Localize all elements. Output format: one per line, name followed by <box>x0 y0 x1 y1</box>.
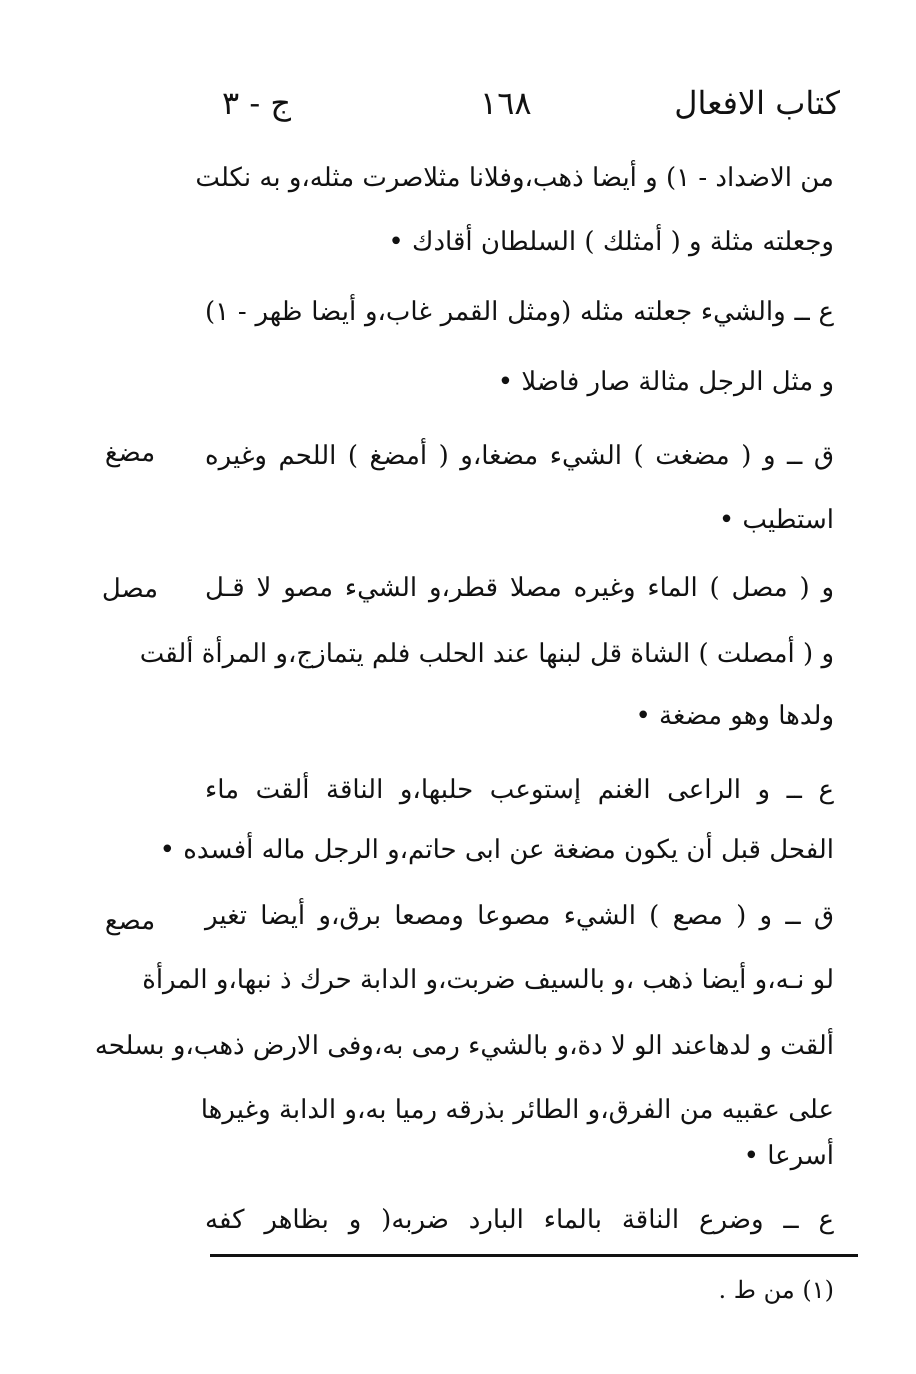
text-line-entry-qaf: ق ــ و ( مضغت ) الشيء مضغا،و ( أمضغ ) اللحم وغيره <box>205 441 834 471</box>
text-line: ألقت و لدهاعند الو لا دة،و بالشيء رمى به،وفى الارض ذهب،و بسلحه <box>94 1031 834 1061</box>
volume-label: ج - ٣ <box>222 84 291 122</box>
book-title: كتاب الافعال <box>674 84 840 122</box>
text-line: لو نـه،و أيضا ذهب ،و بالسيف ضربت،و الدابة حرك ذ نبها،و المرأة <box>142 965 834 995</box>
margin-headword-masala: مصل <box>101 574 159 604</box>
footnote: (١) من ط . <box>718 1276 834 1304</box>
text-line: على عقبيه من الفرق،و الطائر بذرقه رميا به،و الدابة وغيرها <box>200 1095 834 1125</box>
text-line-entry-ayn: ع ــ و الراعى الغنم إستوعب حلبها،و الناقة ألقت ماء <box>205 775 834 805</box>
text-line-entry-ayn: ع ــ والشيء جعلته مثله (ومثل القمر غاب،و أيضا ظهر - ١) <box>205 297 834 327</box>
text-line: استطيب • <box>718 505 834 535</box>
page-header <box>210 84 840 140</box>
text-line: من الاضداد - ١) و أيضا ذهب،وفلانا مثلاصرت مثله،و به نكلت <box>195 163 834 193</box>
text-line: و ( أمصلت ) الشاة قل لبنها عند الحلب فلم يتمازج،و المرأة ألقت <box>139 639 834 669</box>
margin-headword-masaa: مصع <box>104 906 156 936</box>
text-line-entry-ayn: ع ــ وضرع الناقة بالماء البارد ضربه( و بظاهر كفه <box>205 1205 834 1235</box>
text-line: و ( مصل ) الماء وغيره مصلا قطر،و الشيء مصو لا قـل <box>205 573 834 603</box>
text-line-entry-qaf: ق ــ و ( مصع ) الشيء مصوعا ومصعا برق،و أيضا تغير <box>205 901 834 931</box>
text-line: و مثل الرجل مثالة صار فاضلا • <box>497 367 834 397</box>
text-line: وجعلته مثلة و ( أمثلك ) السلطان أقادك • <box>388 227 834 257</box>
text-line: أسرعا • <box>743 1141 834 1171</box>
text-line: ولدها وهو مضغة • <box>635 701 834 731</box>
footnote-divider <box>210 1254 858 1257</box>
margin-headword-madagha: مضغ <box>104 438 156 468</box>
text-line: الفحل قبل أن يكون مضغة عن ابى حاتم،و الرجل ماله أفسده • <box>159 835 834 865</box>
page-number: ١٦٨ <box>480 84 532 122</box>
